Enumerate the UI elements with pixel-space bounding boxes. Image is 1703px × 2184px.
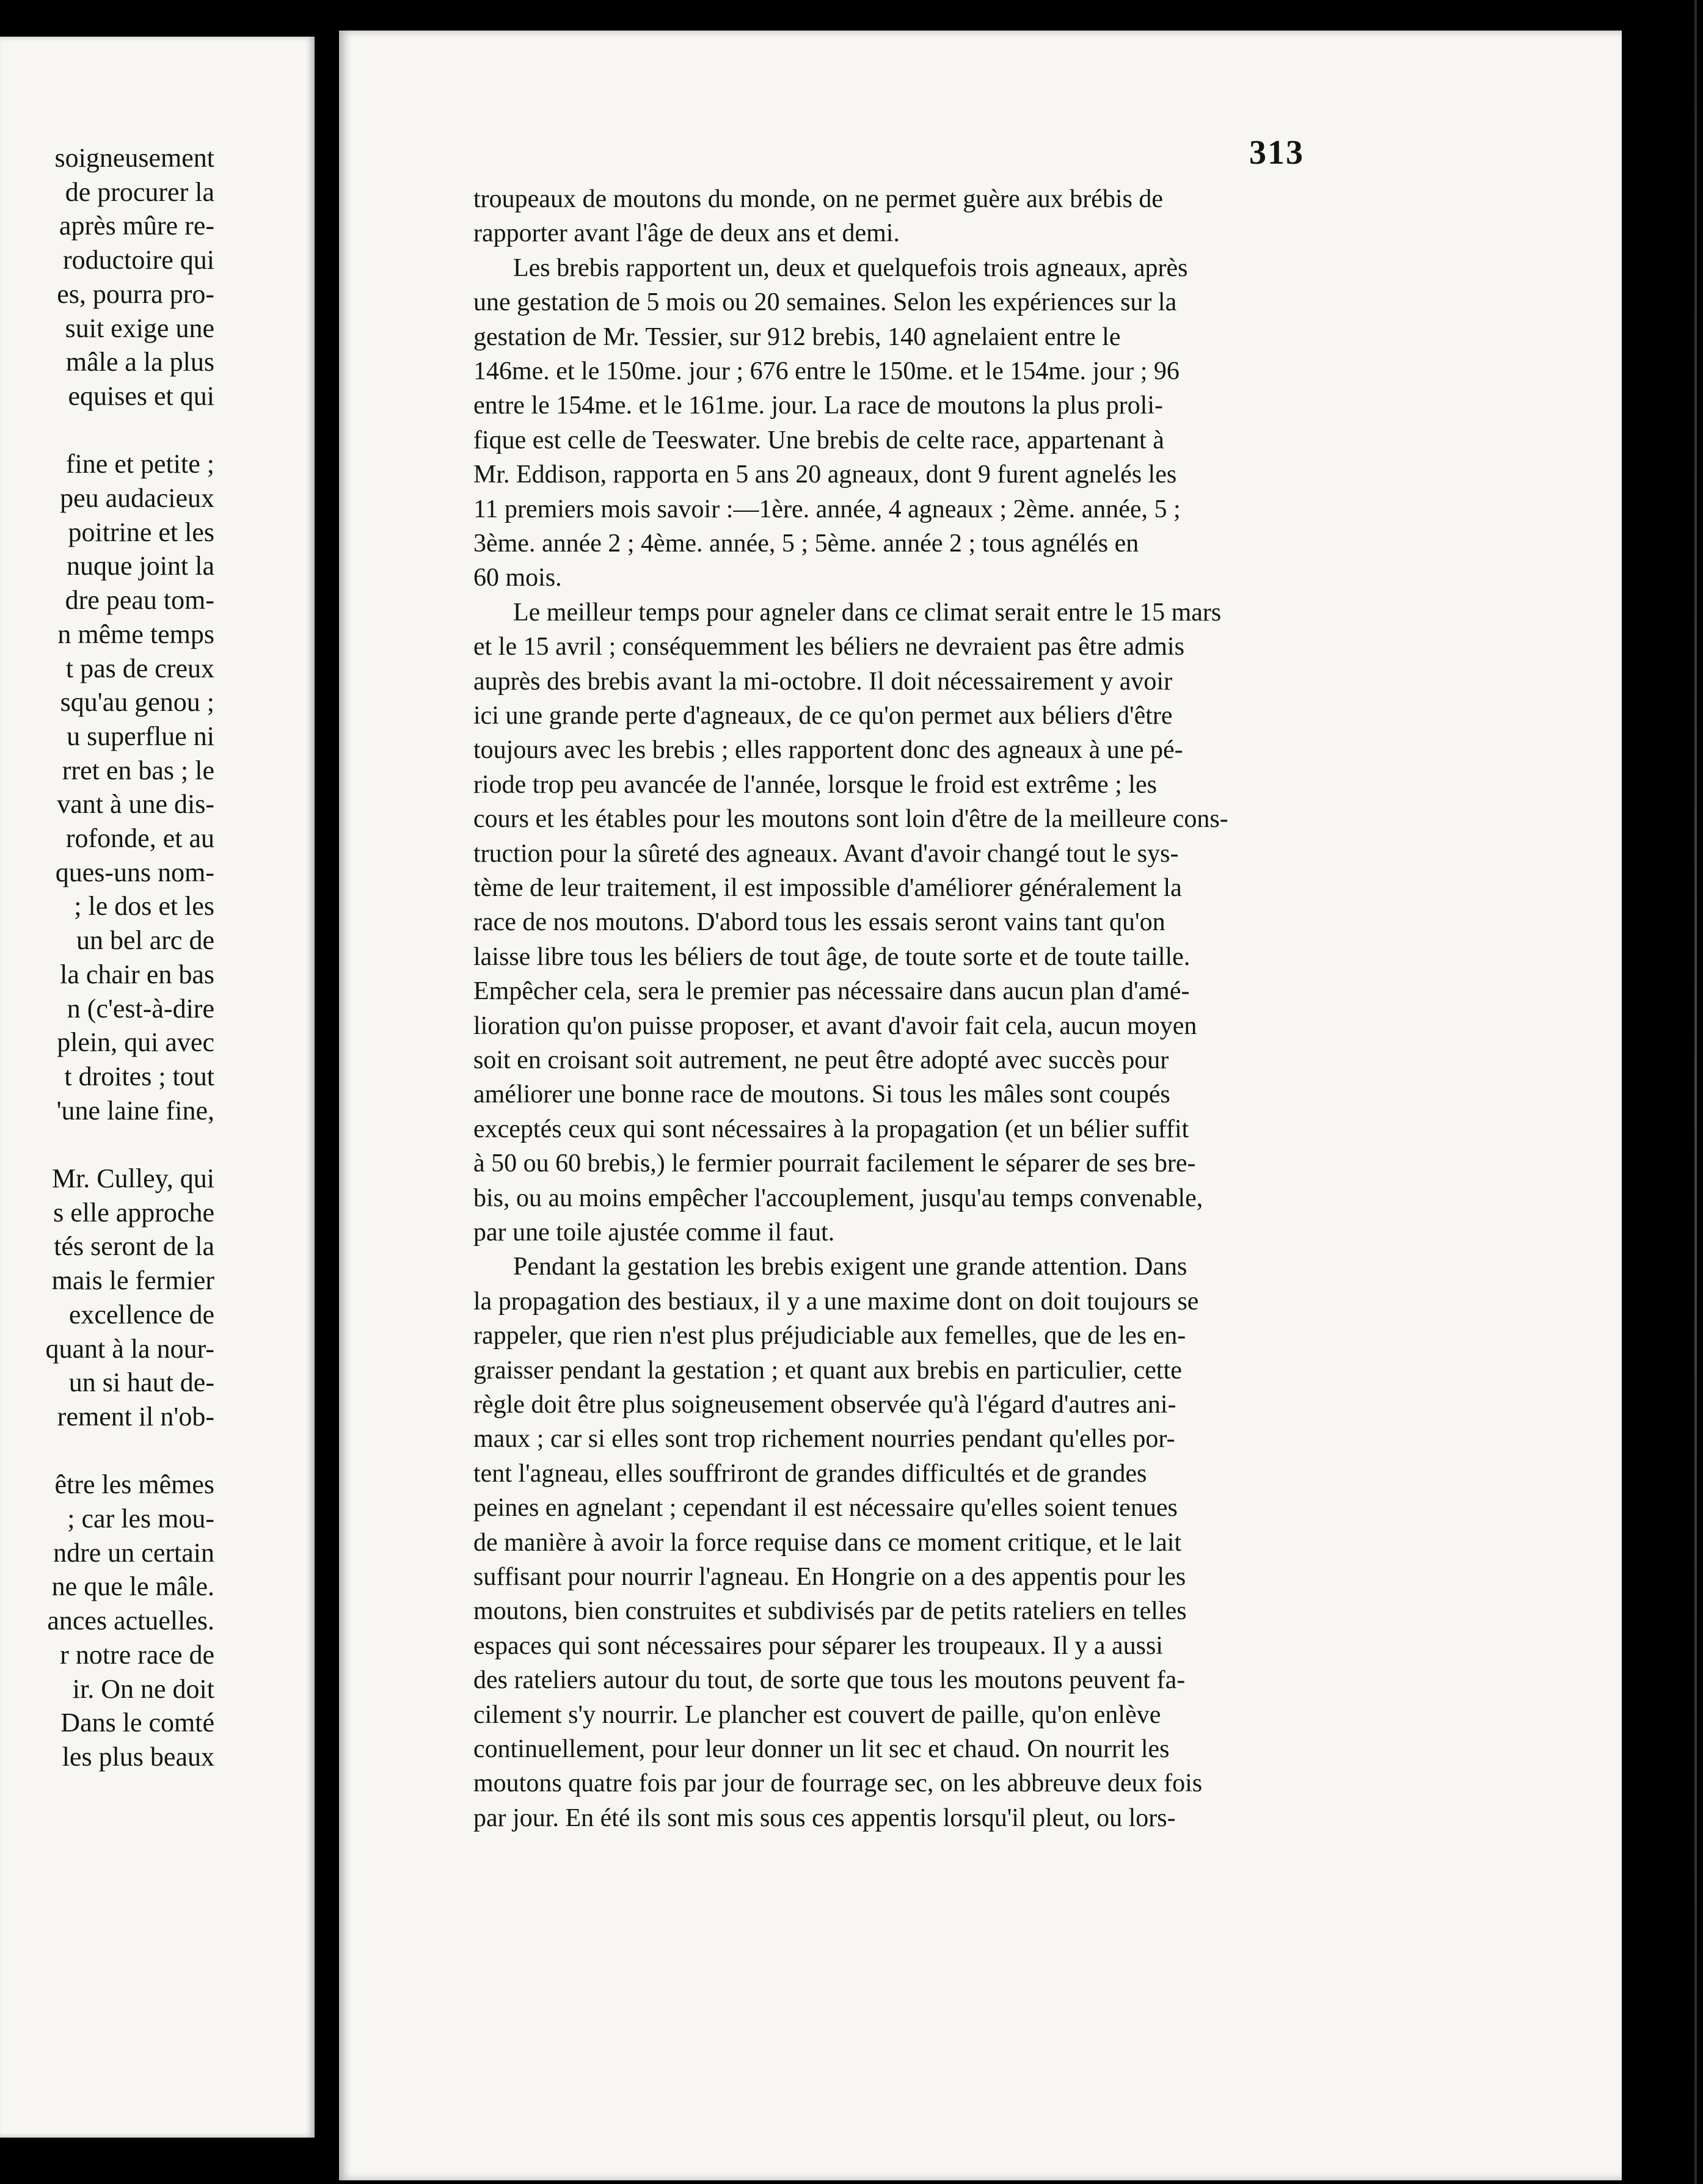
left-text-line: tés seront de la bbox=[54, 1231, 214, 1262]
left-text-line: nuque joint la bbox=[67, 551, 214, 581]
body-text-line: auprès des brebis avant la mi-octobre. Il doit nécessairement y avoir bbox=[473, 667, 1173, 696]
body-text-line: Pendant la gestation les brebis exigent une grande attention. Dans bbox=[513, 1253, 1187, 1281]
body-text-line: la propagation des bestiaux, il y a une maxime dont on doit toujours se bbox=[473, 1287, 1199, 1316]
left-text-line: être les mêmes bbox=[54, 1469, 214, 1500]
left-text-line: ances actuelles. bbox=[47, 1606, 214, 1636]
left-text-line: r notre race de bbox=[60, 1639, 214, 1670]
body-text-line: règle doit être plus soigneusement observée qu'à l'égard d'autres ani- bbox=[473, 1391, 1176, 1419]
left-text-line: squ'au genou ; bbox=[60, 687, 214, 718]
body-text-line: suffisant pour nourrir l'agneau. En Hongrie on a des appentis pour les bbox=[473, 1563, 1186, 1591]
left-text-line: Dans le comté bbox=[60, 1708, 214, 1738]
left-text-line: Mr. Culley, qui bbox=[51, 1163, 214, 1193]
left-text-line: un bel arc de bbox=[76, 925, 214, 956]
body-text-line: rapporter avant l'âge de deux ans et demi. bbox=[473, 219, 900, 248]
body-text-line: par une toile ajustée comme il faut. bbox=[473, 1218, 835, 1247]
left-text-line: dre peau tom- bbox=[65, 585, 214, 616]
left-page bbox=[0, 37, 315, 2138]
left-text-line: plein, qui avec bbox=[57, 1027, 214, 1058]
body-text-line: Les brebis rapportent un, deux et quelquefois trois agneaux, après bbox=[513, 253, 1188, 282]
body-text-line: 11 premiers mois savoir :—1ère. année, 4 agneaux ; 2ème. année, 5 ; bbox=[473, 495, 1181, 523]
right-page bbox=[339, 31, 1622, 2180]
body-text-line: de manière à avoir la force requise dans ce moment critique, et le lait bbox=[473, 1528, 1182, 1557]
left-text-line: s elle approche bbox=[53, 1197, 214, 1228]
body-text-line: par jour. En été ils sont mis sous ces appentis lorsqu'il pleut, ou lors- bbox=[473, 1804, 1176, 1832]
left-text-line: n même temps bbox=[57, 619, 214, 649]
body-text-line: exceptés ceux qui sont nécessaires à la propagation (et un bélier suffit bbox=[473, 1115, 1189, 1143]
body-text-line: 60 mois. bbox=[473, 564, 562, 592]
body-text-line: rappeler, que rien n'est plus préjudiciable aux femelles, que de les en- bbox=[473, 1322, 1186, 1350]
left-text-line: ; car les mou- bbox=[67, 1504, 214, 1534]
body-text-line: graisser pendant la gestation ; et quant aux brebis en particulier, cette bbox=[473, 1356, 1182, 1385]
body-text-line: continuellement, pour leur donner un lit sec et chaud. On nourrit les bbox=[473, 1735, 1170, 1763]
body-text-line: et le 15 avril ; conséquemment les béliers ne devraient pas être admis bbox=[473, 633, 1184, 661]
page-number: 313 bbox=[1249, 134, 1304, 172]
body-text-line: Mr. Eddison, rapporta en 5 ans 20 agneaux, dont 9 furent agnelés les bbox=[473, 460, 1177, 489]
left-text-line: t pas de creux bbox=[65, 653, 214, 683]
body-text-line: lioration qu'on puisse proposer, et avant d'avoir fait cela, aucun moyen bbox=[473, 1011, 1197, 1040]
left-text-line: soigneusement bbox=[54, 143, 214, 173]
left-text-line: ques-uns nom- bbox=[55, 857, 214, 887]
left-text-line: ir. On ne doit bbox=[72, 1673, 214, 1704]
left-text-line: poitrine et les bbox=[68, 517, 214, 547]
left-text-line: u superflue ni bbox=[67, 721, 214, 751]
body-text-line: une gestation de 5 mois ou 20 semaines. Selon les expériences sur la bbox=[473, 288, 1177, 317]
left-text-line: ne que le mâle. bbox=[51, 1571, 214, 1602]
body-text-line: Empêcher cela, sera le premier pas nécessaire dans aucun plan d'amé- bbox=[473, 977, 1190, 1006]
left-text-line: la chair en bas bbox=[60, 959, 214, 989]
body-text-line: 3ème. année 2 ; 4ème. année, 5 ; 5ème. année 2 ; tous agnélés en bbox=[473, 530, 1139, 558]
left-text-line: ; le dos et les bbox=[74, 891, 214, 922]
body-text-line: toujours avec les brebis ; elles rapportent donc des agneaux à une pé- bbox=[473, 736, 1183, 765]
left-text-line: excellence de bbox=[68, 1299, 214, 1330]
body-text-line: laisse libre tous les béliers de tout âge, de toute sorte et de toute taille. bbox=[473, 942, 1191, 971]
body-text-line: Le meilleur temps pour agneler dans ce climat serait entre le 15 mars bbox=[513, 598, 1222, 627]
body-text-line: truction pour la sûreté des agneaux. Avant d'avoir changé tout le sys- bbox=[473, 839, 1179, 868]
left-text-line: vant à une dis- bbox=[57, 789, 214, 820]
body-text-line: 146me. et le 150me. jour ; 676 entre le 150me. et le 154me. jour ; 96 bbox=[473, 357, 1180, 385]
body-text-line: espaces qui sont nécessaires pour séparer les troupeaux. Il y a aussi bbox=[473, 1631, 1163, 1660]
body-text-line: peines en agnelant ; cependant il est nécessaire qu'elles soient tenues bbox=[473, 1494, 1178, 1523]
body-text-line: fique est celle de Teeswater. Une brebis de celte race, appartenant à bbox=[473, 426, 1164, 454]
left-text-line: mâle a la plus bbox=[65, 347, 214, 377]
body-text-line: race de nos moutons. D'abord tous les essais seront vains tant qu'on bbox=[473, 908, 1165, 937]
body-text-line: maux ; car si elles sont trop richement nourries pendant qu'elles por- bbox=[473, 1425, 1175, 1454]
left-text-line: les plus beaux bbox=[62, 1741, 214, 1772]
body-text-line: soit en croisant soit autrement, ne peut être adopté avec succès pour bbox=[473, 1046, 1169, 1074]
body-text-line: des rateliers autour du tout, de sorte que tous les moutons peuvent fa- bbox=[473, 1666, 1186, 1695]
left-text-line: rret en bas ; le bbox=[62, 755, 214, 785]
left-text-line: peu audacieux bbox=[60, 483, 214, 513]
left-text-line: fine et petite ; bbox=[65, 449, 214, 479]
left-text-line: suit exige une bbox=[65, 313, 214, 343]
body-text-line: cours et les étables pour les moutons sont loin d'être de la meilleure cons- bbox=[473, 805, 1228, 834]
left-text-line: n (c'est-à-dire bbox=[67, 993, 214, 1024]
body-text-line: entre le 154me. et le 161me. jour. La race de moutons la plus proli- bbox=[473, 391, 1163, 420]
body-text-line: tème de leur traitement, il est impossible d'améliorer généralement la bbox=[473, 874, 1182, 902]
body-text-line: à 50 ou 60 brebis,) le fermier pourrait facilement le séparer de ses bre- bbox=[473, 1149, 1196, 1178]
body-text-line: moutons, bien construites et subdivisés par de petits rateliers en telles bbox=[473, 1597, 1187, 1626]
body-text-line: gestation de Mr. Tessier, sur 912 brebis, 140 agnelaient entre le bbox=[473, 322, 1121, 351]
left-text-line: equises et qui bbox=[68, 380, 214, 411]
body-text-line: améliorer une bonne race de moutons. Si tous les mâles sont coupés bbox=[473, 1080, 1170, 1109]
left-text-line: un si haut de- bbox=[68, 1367, 214, 1398]
body-text-line: bis, ou au moins empêcher l'accouplement, jusqu'au temps convenable, bbox=[473, 1184, 1203, 1212]
left-text-line: quant à la nour- bbox=[45, 1333, 214, 1364]
left-text-line: de procurer la bbox=[65, 177, 214, 207]
left-text-line: mais le fermier bbox=[51, 1265, 214, 1296]
left-text-line: roductoire qui bbox=[62, 245, 214, 275]
left-text-line: après mûre re- bbox=[59, 211, 214, 241]
body-text-line: cilement s'y nourrir. Le plancher est couvert de paille, qu'on enlève bbox=[473, 1700, 1161, 1729]
body-text-line: troupeaux de moutons du monde, on ne permet guère aux brébis de bbox=[473, 185, 1164, 213]
left-text-line: 'une laine fine, bbox=[56, 1095, 214, 1126]
page-edge-divider bbox=[1694, 0, 1697, 2184]
left-text-line: rofonde, et au bbox=[65, 823, 214, 853]
body-text-line: riode trop peu avancée de l'année, lorsque le froid est extrême ; les bbox=[473, 770, 1157, 799]
left-text-line: ndre un certain bbox=[53, 1537, 214, 1568]
body-text-line: tent l'agneau, elles souffriront de grandes difficultés et de grandes bbox=[473, 1459, 1147, 1488]
left-text-line: rement il n'ob- bbox=[57, 1401, 214, 1432]
left-text-line: es, pourra pro- bbox=[57, 278, 214, 309]
body-text-line: moutons quatre fois par jour de fourrage sec, on les abbreuve deux fois bbox=[473, 1769, 1203, 1798]
left-text-line: t droites ; tout bbox=[64, 1061, 214, 1091]
body-text-line: ici une grande perte d'agneaux, de ce qu'on permet aux béliers d'être bbox=[473, 702, 1173, 730]
